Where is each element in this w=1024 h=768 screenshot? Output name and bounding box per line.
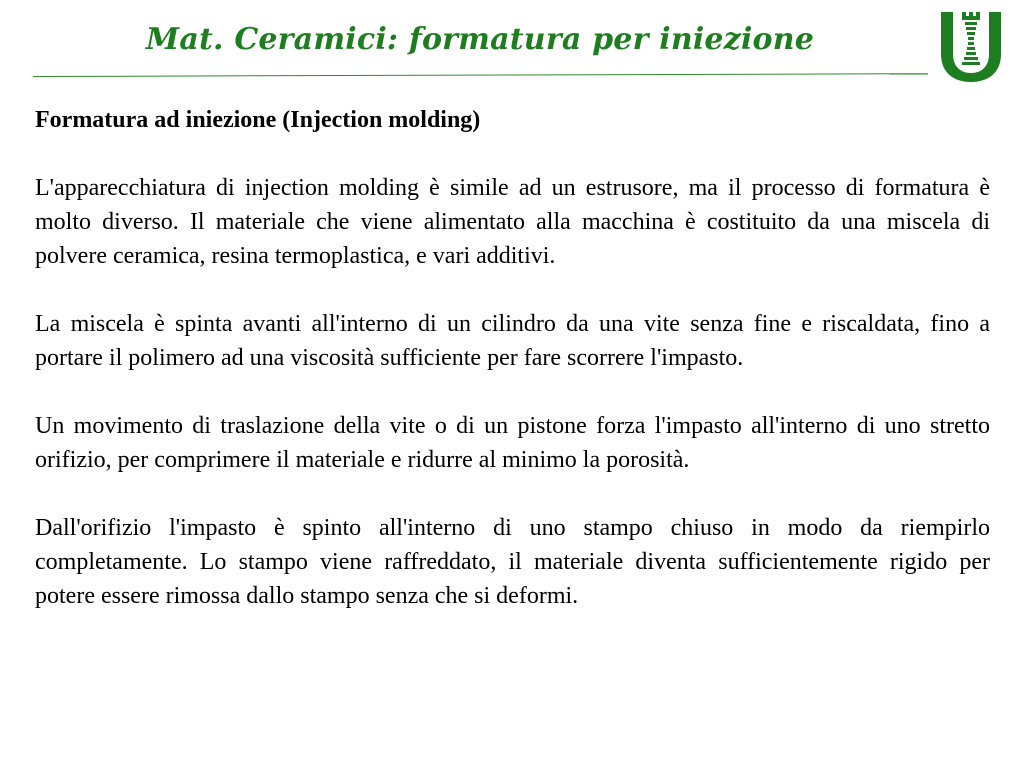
paragraph-mixture: La miscela è spinta avanti all'interno di un cilindro da una vite senza fine e riscaldata, fino a portare il polimero ad una viscosità sufficiente per fare scorrere l'impasto. [35, 311, 990, 371]
title-divider [33, 73, 928, 77]
paragraph-mold: Dall'orifizio l'impasto è spinto all'interno di uno stampo chiuso in modo da riempirlo completamente. Lo stampo viene raffreddato, il materiale diventa sufficientemente rigido per potere essere rimossa dallo stampo senza che si deformi. [35, 515, 990, 609]
section-heading: Formatura ad iniezione (Injection molding) [35, 107, 481, 133]
paragraph-movement: Un movimento di traslazione della vite o di un pistone forza l'impasto all'interno di uno stretto orifizio, per comprimere il materiale e ridurre al minimo la porosità. [35, 413, 990, 473]
paragraph-apparatus: L'apparecchiatura di injection molding è simile ad un estrusore, ma il processo di formatura è molto diverso. Il materiale che viene alimentato alla macchina è costituito da una miscela di polvere ceramica, resina termoplastica, e vari additivi. [35, 175, 990, 269]
slide-content [35, 103, 990, 613]
university-logo-icon [936, 10, 1006, 84]
slide-title: Mat. Ceramici: formatura per iniezione [145, 22, 815, 57]
